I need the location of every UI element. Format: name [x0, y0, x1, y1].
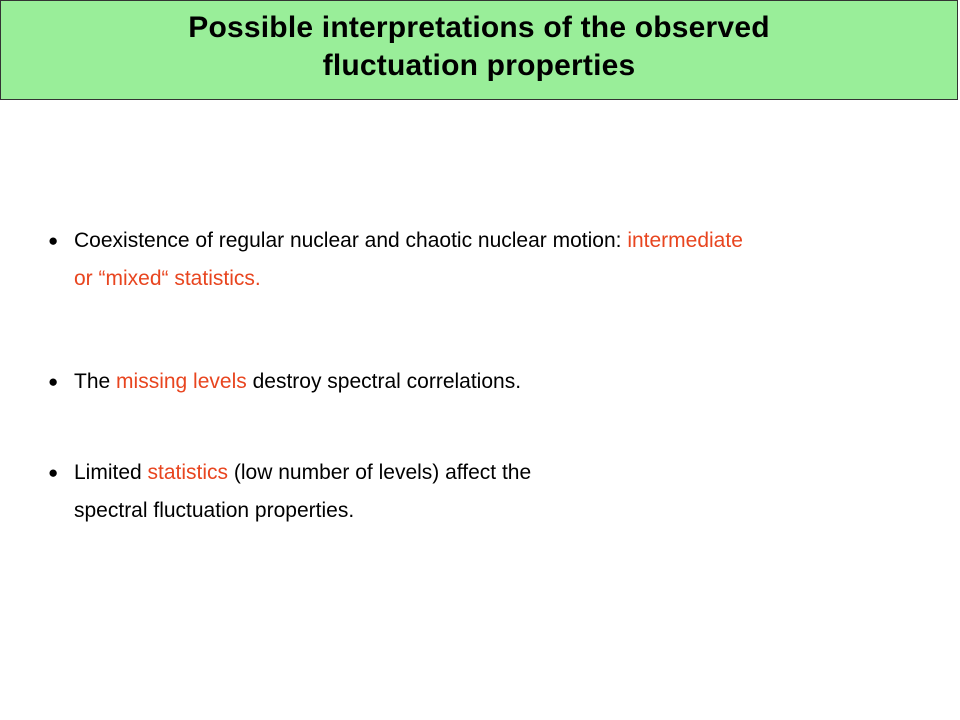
bullet-line — [48, 454, 531, 492]
title-banner — [0, 0, 958, 100]
bullet-text: Limited — [74, 461, 148, 484]
bullet-line — [48, 363, 521, 401]
bullet-text: The — [74, 370, 117, 393]
bullet-text: destroy spectral correlations. — [246, 370, 522, 393]
bullet-continuation — [48, 260, 743, 298]
title-line-2: fluctuation properties — [322, 49, 636, 82]
bullet-dot-icon: ● — [48, 231, 59, 250]
bullet-text: Coexistence of regular nuclear and chaotic nuclear motion: — [74, 229, 628, 252]
bullet-dot-icon: ● — [48, 463, 59, 482]
bullet-text: (low number of levels) affect the — [228, 461, 532, 484]
bullet-text: spectral fluctuation properties. — [74, 499, 355, 522]
bullet-limited-statistics — [48, 454, 531, 530]
highlight-text: missing levels — [116, 370, 247, 393]
highlight-text: intermediate — [627, 229, 743, 252]
highlight-text: statistics — [147, 461, 229, 484]
bullet-dot-icon: ● — [48, 372, 59, 391]
bullet-missing-levels — [48, 363, 521, 401]
bullet-mixed-statistics — [48, 222, 743, 298]
highlight-text: or “mixed“ statistics. — [74, 267, 261, 290]
title-line-1: Possible interpretations of the observed — [188, 11, 770, 44]
bullet-continuation — [48, 492, 531, 530]
bullet-line — [48, 222, 743, 260]
